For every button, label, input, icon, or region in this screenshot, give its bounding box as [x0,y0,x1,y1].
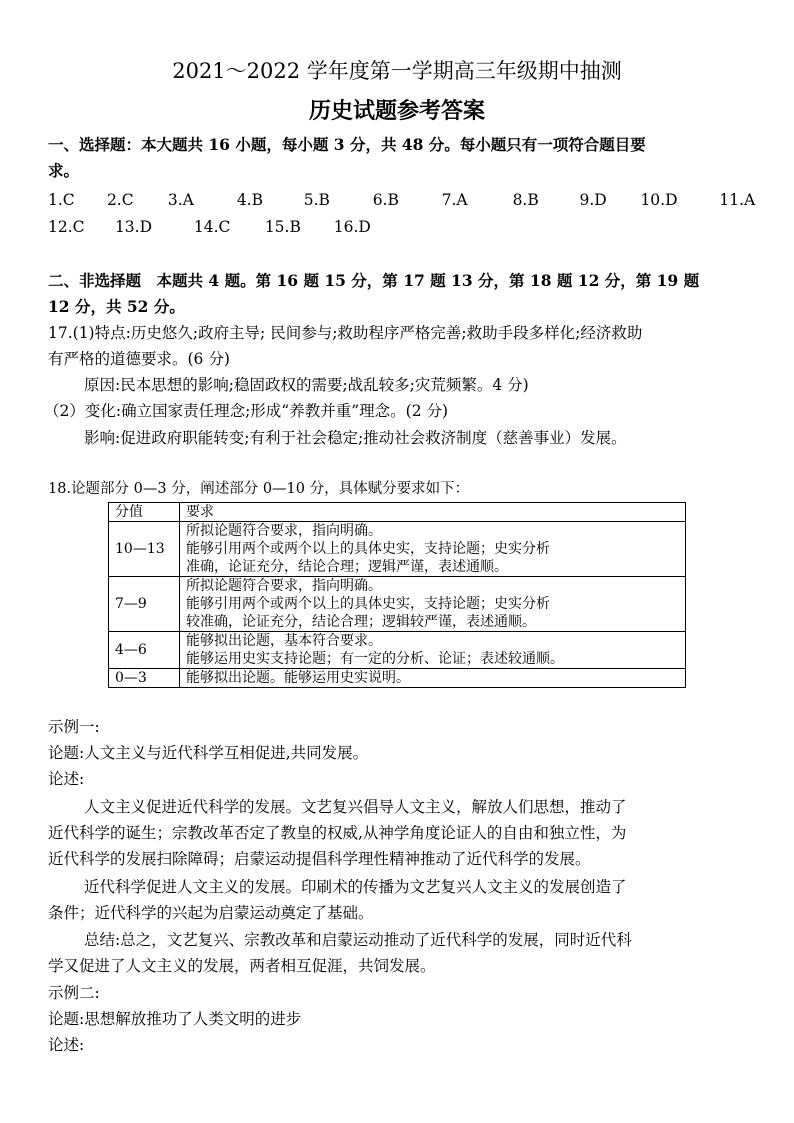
answer-item: 14.C [193,218,231,236]
q17-changes: （2）变化:确立国家责任理念;形成“养教并重”理念。(2 分) [44,402,449,420]
requirement-cell [180,577,686,632]
score-cell: 7—9 [109,577,180,632]
example1-label: 示例一: [48,718,100,736]
requirement-cell [180,632,686,669]
q17-features: 17.(1)特点:历史悠久;政府主导; 民间参与;救助程序严格完善;救助手段多样化;经济救助 [48,324,643,342]
requirement-line: 所拟论题符合要求，指向明确。 [186,578,382,594]
example1-paragraph-line: 总结:总之，文艺复兴、宗教改革和启蒙运动推动了近代科学的发展，同时近代科 [84,931,632,949]
column-header-requirement: 要求 [180,503,686,522]
table-header-row [109,503,686,522]
q17-reasons: 原因:民本思想的影响;稳固政权的需要;战乱较多;灾荒频繁。4 分) [84,376,529,394]
example1-paragraph-line: 学又促进了人文主义的发展，两者相互促涯，共饲发展。 [48,957,436,975]
requirement-line: 能够拟出论题，基本符合要求。 [186,633,382,649]
requirement-cell [180,522,686,577]
requirement-cell [180,669,686,688]
column-header-score: 分值 [109,503,180,522]
example1-paragraph-line: 人文主义促进近代科学的发展。文艺复兴倡导人文主义，解放人们思想，推动了 [84,798,627,816]
answer-item: 9.D [579,191,607,209]
requirement-line: 所拟论题符合要求，指向明确。 [186,523,382,539]
section1-heading: 一、选择题：本大题共 16 小题，每小题 3 分，共 48 分。每小题只有一项符合题目要 [48,135,646,154]
answer-item: 13.D [114,218,153,236]
answer-item: 16.D [333,218,371,236]
answers-row-1 [48,189,769,211]
score-cell: 10—13 [109,522,180,577]
requirement-line: 能够引用两个或两个以上的具体史实，支持论题；史实分析 [186,596,550,612]
table-row [109,632,686,669]
answer-item: 12.C [48,218,85,236]
q17-features-cont: 有严格的道德要求。(6 分) [48,350,230,368]
answer-item: 5.B [303,191,330,209]
score-cell: 0—3 [109,669,180,688]
example1-paragraph-line: 近代科学的发展扫除障碍；启蒙运动提倡科学理性精神推动了近代科学的发展。 [48,850,591,868]
q18-intro: 18.论题部分 0—3 分，阐述部分 0—10 分，具体赋分要求如下： [48,481,470,497]
example1-thesis: 论题:人文主义与近代科学互相促进,共同发展。 [48,744,369,762]
answer-item: 1.C [48,191,75,209]
example1-paragraph-line: 近代科学的诞生；宗教改革否定了教皇的权威,从神学角度论证人的自由和独立性，为 [48,824,627,842]
answer-item: 10.D [640,191,678,209]
example2-thesis: 论题:思想解放推功了人类文明的进步 [48,1010,302,1028]
table-row [109,577,686,632]
requirement-line: 能够引用两个或两个以上的具体史实，支持论题；史实分析 [186,541,550,557]
answer-item: 11.A [719,191,756,209]
table-row [109,669,686,688]
table-row [109,522,686,577]
example1-paragraph-line: 近代科学促进人文主义的发展。印刷术的传播为文艺复兴人文主义的发展创造了 [84,878,627,896]
requirement-line: 能够拟出论题。能够运用史实说明。 [186,670,410,686]
example2-discuss-label: 论述: [48,1036,85,1054]
scoring-rubric-table [108,502,686,688]
answer-key-title: 历史试题参考答案 [308,98,485,124]
requirement-line: 较准确，论证充分，结论合理；逻辑较严谨，表述通顺。 [186,614,536,630]
section1-heading-cont: 求。 [48,161,80,180]
section2-heading-cont: 12 分，共 52 分。 [48,297,185,316]
exam-title: 2021～2022 学年度第一学期高三年级期中抽测 [172,59,622,83]
example1-paragraph-line: 条件；近代科学的兴起为启蒙运动奠定了基础。 [48,904,374,922]
requirement-line: 准确，论证充分，结论合理；逻辑严谨，表述通顺。 [186,559,508,575]
answer-item: 2.C [106,191,134,209]
answers-row-2 [48,216,384,238]
requirement-line: 能够运用史实支持论题；有一定的分析、论证；表述较通顺。 [186,651,564,667]
answer-item: 3.A [167,191,194,209]
score-cell: 4—6 [109,632,180,669]
q17-impact: 影响:促进政府职能转变;有利于社会稳定;推动社会救济制度（慈善事业）发展。 [84,429,627,447]
answer-item: 6.B [372,191,399,209]
answer-item: 8.B [512,191,539,209]
section2-heading: 二、非选择题 本题共 4 题。第 16 题 15 分，第 17 题 13 分，第 18 题 12 分，第 19 题 [48,271,700,290]
answer-item: 7.A [441,191,468,209]
example2-label: 示例二: [48,984,100,1002]
answer-item: 15.B [264,218,301,236]
example1-discuss-label: 论述: [48,770,85,788]
answer-item: 4.B [236,191,263,209]
